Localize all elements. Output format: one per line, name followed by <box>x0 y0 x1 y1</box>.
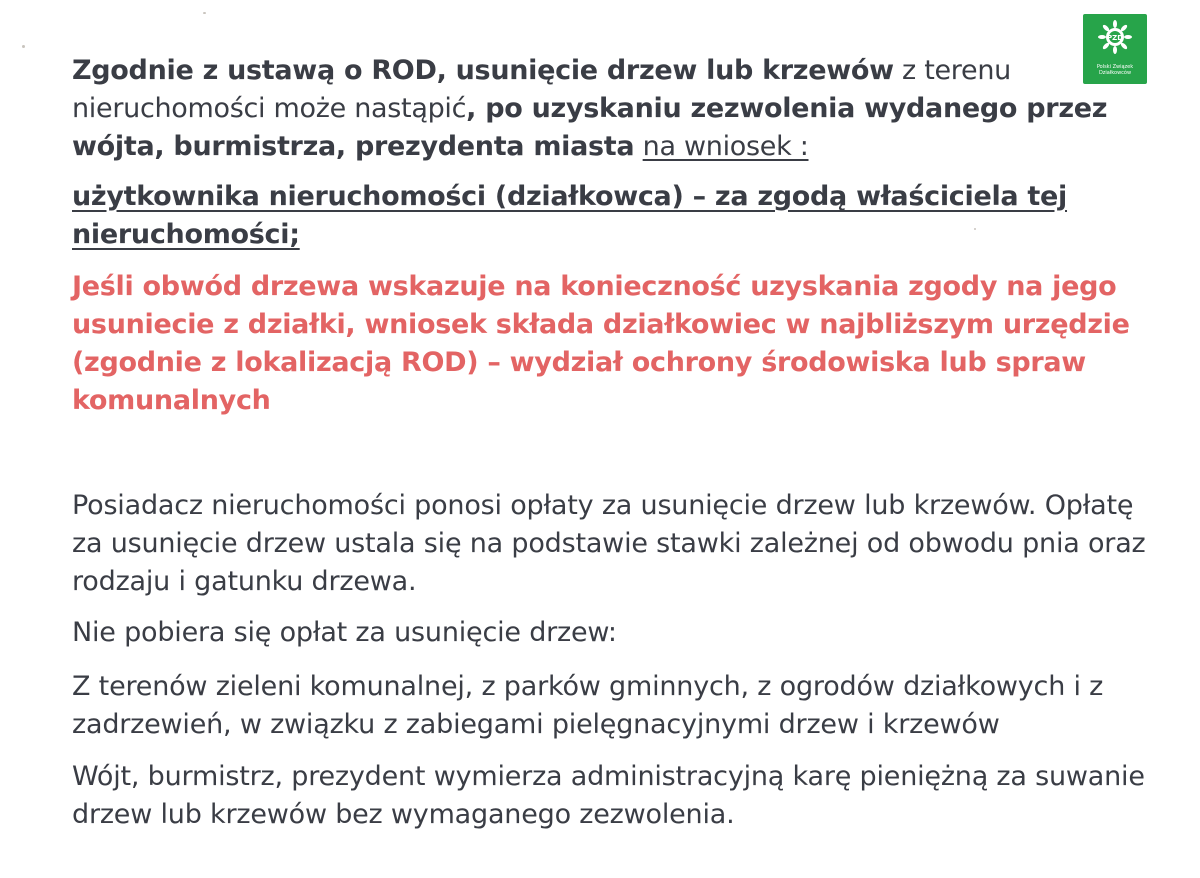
fees-paragraph: Posiadacz nieruchomości ponosi opłaty za usunięcie drzew lub krzewów. Opłatę za usunięcie drzew ustala się na podstawie stawki zależnej od obwodu pnia oraz rodzaju i gatunku drzewa. <box>72 490 1146 597</box>
intro-bold-lead: Zgodnie z ustawą o ROD, usunięcie drzew lub krzewów <box>72 55 894 86</box>
svg-text:PZD: PZD <box>1106 34 1124 42</box>
requirement-paragraph: użytkownika nieruchomości (działkowca) – za zgodą właściciela tej nieruchomości; <box>72 181 1068 250</box>
notice-paragraph: Jeśli obwód drzewa wskazuje na konieczność uzyskania zgody na jego usuniecie z działki, wniosek składa działkowiec w najbliższym urzędzie (zgodnie z lokalizacją ROD) – wydział ochrony środowiska lub spraw komunalnych <box>72 271 1130 416</box>
logo-caption-line2: Działkowców <box>1098 70 1132 76</box>
intro-paragraph <box>72 52 1152 166</box>
penalty-paragraph: Wójt, burmistrz, prezydent wymierza administracyjną karę pieniężną za suwanie drzew lub krzewów bez wymaganego zezwolenia. <box>72 761 1145 830</box>
exemptions-paragraph: Z terenów zieleni komunalnej, z parków gminnych, z ogrodów działkowych i z zadrzewień, w związku z zabiegami pielęgnacyjnymi drzew i krzewów <box>72 671 1104 740</box>
intro-underlined-request: na wniosek : <box>642 131 809 162</box>
no-fees-paragraph: Nie pobiera się opłat za usunięcie drzew: <box>72 617 617 648</box>
logo-caption-line1: Polski Związek <box>1096 64 1134 70</box>
intro-space <box>634 131 642 162</box>
intro-bold-permit: , po uzyskaniu zezwolenia wydanego przez wójta, burmistrza, prezydenta miasta <box>72 93 1108 162</box>
scan-speck <box>22 45 25 48</box>
scan-speck <box>203 12 206 14</box>
intro-text: z terenu nieruchomości może nastąpić <box>72 55 1011 124</box>
